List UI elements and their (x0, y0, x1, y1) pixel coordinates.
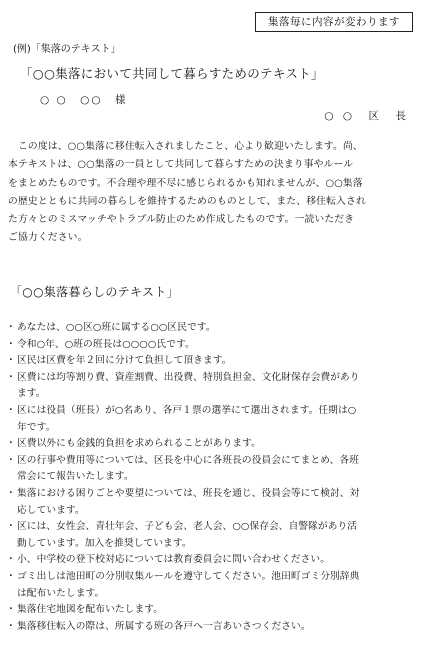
list-item (6, 519, 422, 552)
list-item-text: ゴミ出しは池田町の分別収集ルールを遵守してください。池田町ゴミ分別辞典 は配布いたします。 (17, 570, 360, 599)
bullet: ・ (6, 521, 16, 533)
bullet: ・ (6, 620, 16, 632)
list-item-text: 集落住宅地図を配布いたします。 (17, 604, 164, 616)
bullet: ・ (6, 355, 16, 367)
list-item-text: あなたは、○○区○班に属する○○区民です。 (17, 322, 216, 333)
example-label: (例)「集落のテキスト」 (13, 44, 121, 55)
addressee: ○ ○ ○○ 様 (40, 94, 128, 106)
list-item (6, 569, 422, 602)
bullet: ・ (6, 404, 16, 416)
bullet: ・ (6, 322, 16, 333)
list-item-text: 集落移住転入の際は、所属する班の各戸へ一言あいさつください。 (17, 620, 311, 632)
bullet: ・ (6, 454, 16, 466)
bullet: ・ (6, 487, 16, 499)
list-item (6, 337, 422, 354)
intro-paragraph: この度は、○○集落に移住転入されましたこと、心より歓迎いたします。尚、 本テキストは、○○集落の一員として共同して暮らすための決まり事やルール をまとめたものです。不合理や理不尽に感じられるかも知れませんが、○○集落 の歴史とともに共同の暮らしを維持するためのものとして、また、移住転入され た方々とのミスマッチやトラブル防止のため作成したものです。一読いただき ご協力ください。 (8, 141, 366, 244)
list-item (6, 619, 422, 636)
bullet: ・ (6, 604, 16, 616)
list-item-text: 区費以外にも金銭的負担を求められることがあります。 (17, 438, 261, 450)
section-title: 「○○集落暮らしのテキスト」 (10, 285, 179, 299)
list-item-text: 区費には均等割り費、資産割費、出役費、特別負担金、文化財保存会費があり ます。 (17, 371, 360, 400)
bullet: ・ (6, 570, 16, 582)
list-item (6, 353, 422, 370)
list-item (6, 602, 422, 619)
list-item-text: 集落における困りごとや要望については、班長を通じ、役員会等にて検討、対 応しています。 (17, 487, 360, 516)
list-item (6, 436, 422, 453)
list-item (6, 370, 422, 403)
list-item (6, 486, 422, 519)
bullet: ・ (6, 371, 16, 383)
main-title: 「○○集落において共同して暮らすためのテキスト」 (20, 66, 324, 81)
rules-list (6, 320, 422, 635)
bullet: ・ (6, 554, 16, 566)
list-item (6, 453, 422, 486)
list-item-text: 区の行事や費用等については、区長を中心に各班長の役員会にてまとめ、各班 常会にて報告いたします。 (17, 454, 359, 483)
list-item-text: 区には、女性会、青壮年会、子ども会、老人会、○○保存会、自警隊があり活 動しています。加入を推奨しています。 (17, 521, 358, 549)
list-item (6, 320, 422, 337)
list-item-text: 区には役員（班長）が○名あり、各戸１票の選挙にて選出されます。任期は○ 年です。 (17, 404, 357, 433)
list-item (6, 552, 422, 569)
header-note-box: 集落毎に内容が変わります (255, 12, 413, 32)
list-item (6, 403, 422, 436)
sender: ○ ○ 区 長 (324, 110, 409, 122)
list-item-text: 区民は区費を年２回に分けて負担して頂きます。 (17, 355, 232, 367)
list-item-text: 令和○年、○班の班長は○○○○氏です。 (17, 338, 195, 350)
bullet: ・ (6, 438, 16, 450)
list-item-text: 小、中学校の登下校対応については教育委員会に問い合わせください。 (17, 554, 331, 566)
bullet: ・ (6, 338, 16, 350)
